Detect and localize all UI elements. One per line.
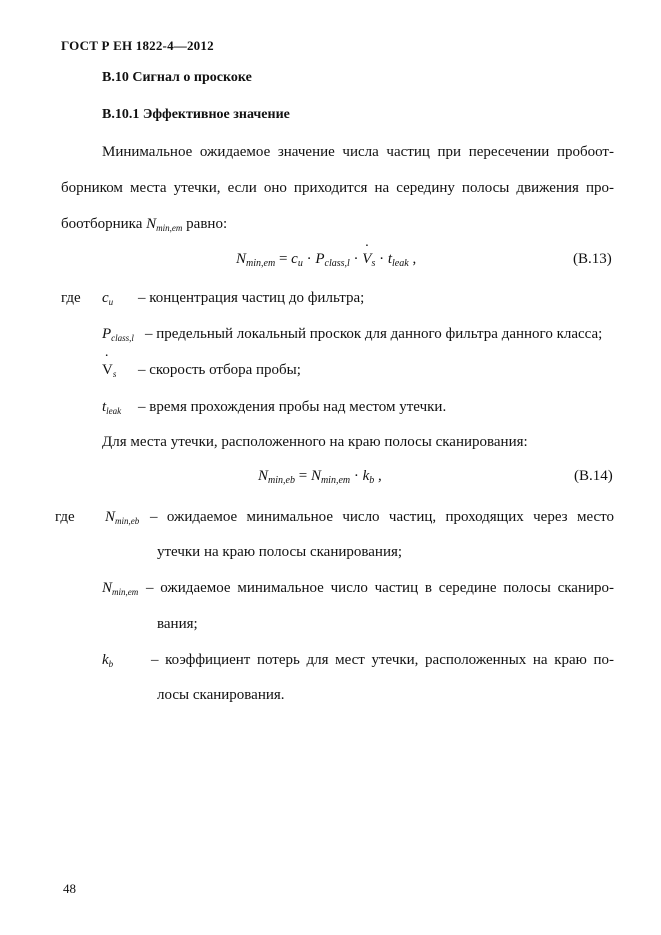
- symbol-subscript: min,em: [156, 223, 183, 233]
- term-description: – скорость отбора пробы;: [138, 362, 301, 378]
- term-symbol: $N_{min,eb}$: [105, 509, 140, 526]
- formula-symbol-dotted: ˙ V: [362, 251, 371, 268]
- term-symbol: $t_{leak}$: [102, 399, 122, 416]
- term-description-continued: вания;: [157, 616, 198, 632]
- term-description: – коэффициент потерь для мест утечки, расположенных на краю по-: [151, 652, 614, 668]
- term-symbol: $c_u$: [102, 290, 114, 307]
- formula-symbol: t: [387, 251, 393, 267]
- formula-operator: ·: [353, 251, 359, 267]
- equation-number: (B.14): [574, 468, 613, 484]
- term-description: – ожидаемое минимальное число частиц в середине полосы сканиро-: [146, 580, 614, 596]
- formula-subscript: class,l: [324, 258, 350, 269]
- page-number: 48: [63, 881, 76, 896]
- formula-b14: [258, 468, 382, 486]
- formula-subscript: s: [371, 258, 376, 269]
- term-symbol: $P_{class,l}$: [102, 326, 134, 343]
- term-description: – ожидаемое минимальное число частиц, проходящих через место: [150, 509, 614, 525]
- formula-subscript: min,em: [320, 475, 351, 486]
- term-description-continued: лосы сканирования.: [157, 687, 285, 703]
- formula-operator: =: [278, 251, 288, 267]
- where-word: где: [55, 509, 75, 525]
- formula-subscript: leak: [392, 258, 409, 269]
- paragraph-text: равно:: [186, 216, 228, 232]
- formula-symbol: P: [315, 251, 325, 267]
- term-description: – концентрация частиц до фильтра;: [138, 290, 365, 306]
- formula-b13: [236, 251, 416, 269]
- formula-symbol: c: [291, 251, 298, 267]
- formula-subscript: min,em: [246, 258, 276, 269]
- formula-subscript: min,eb: [268, 475, 295, 486]
- term-description: – предельный локальный проскок для данного фильтра данного класса;: [145, 326, 603, 342]
- formula-operator: ·: [379, 251, 385, 267]
- term-symbol: $k_b$: [102, 652, 114, 669]
- formula-subscript: u: [297, 258, 303, 269]
- paragraph-line: [61, 215, 227, 237]
- section-title: B.10 Сигнал о проскоке: [102, 70, 252, 85]
- formula-punct: ,: [378, 468, 382, 484]
- formula-symbol: N: [236, 251, 247, 267]
- paragraph-line: Минимальное ожидаемое значение числа частиц при пересечении пробоот-: [102, 144, 614, 160]
- formula-subscript: b: [369, 475, 375, 486]
- paragraph-line: Для места утечки, расположенного на краю полосы сканирования:: [102, 434, 528, 450]
- formula-symbol: k: [362, 468, 370, 484]
- formula-punct: ,: [412, 251, 417, 267]
- where-word: где: [61, 290, 81, 306]
- symbol-n: N: [146, 216, 157, 232]
- term-description: – время прохождения пробы над местом утечки.: [138, 399, 447, 415]
- equation-number: (B.13): [573, 251, 612, 267]
- formula-operator: =: [298, 468, 308, 484]
- term-symbol: ˙ $V_s$: [102, 361, 116, 383]
- paragraph-text: боотборника: [61, 216, 143, 232]
- formula-operator: ·: [306, 251, 312, 267]
- formula-symbol: N: [258, 468, 269, 484]
- formula-operator: ·: [353, 468, 359, 484]
- term-description-continued: утечки на краю полосы сканирования;: [157, 544, 403, 560]
- term-symbol: $N_{min,em}$: [102, 580, 139, 597]
- subsection-title: B.10.1 Эффективное значение: [102, 107, 290, 122]
- formula-symbol: N: [310, 468, 321, 484]
- paragraph-line: борником места утечки, если оно приходится на середину полосы движения про-: [61, 180, 614, 196]
- standard-header: ГОСТ Р ЕН 1822-4—2012: [61, 38, 214, 53]
